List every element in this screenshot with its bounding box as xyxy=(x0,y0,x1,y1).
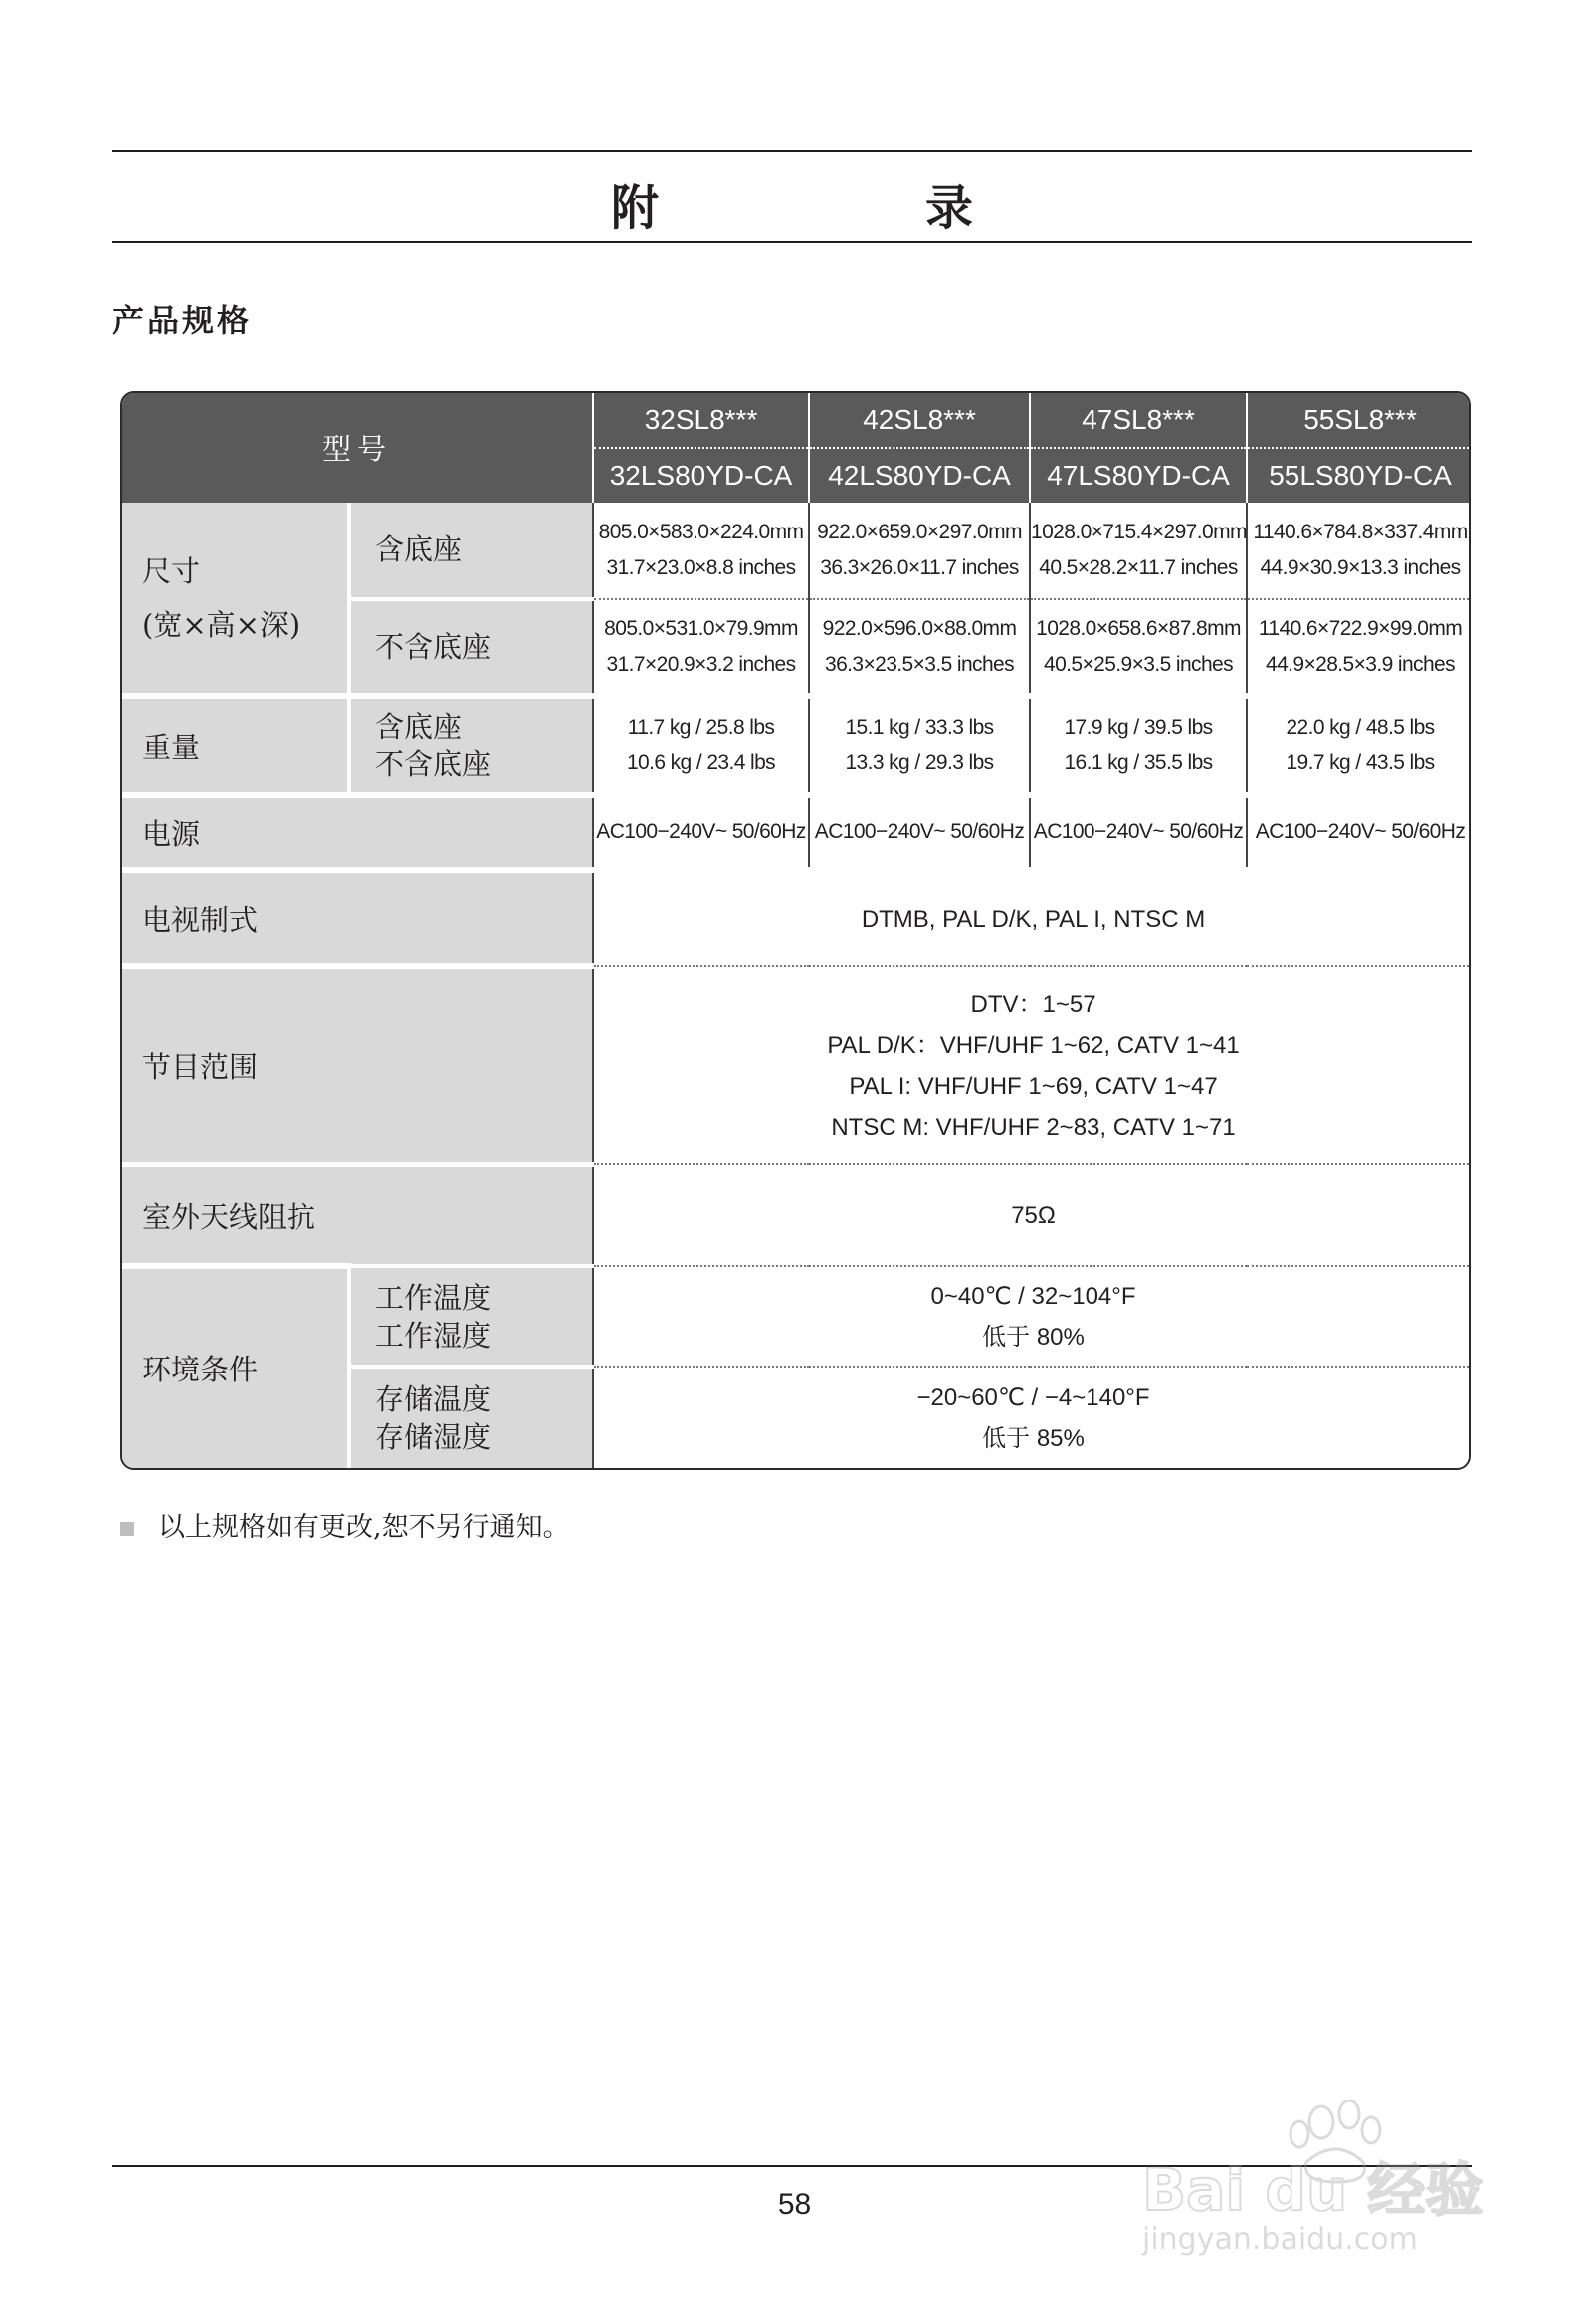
size-label-line1: 尺寸 xyxy=(142,553,201,588)
environment-label: 环境条件 xyxy=(122,1266,349,1468)
operating-conditions-value: 0~40℃ / 32~104°F 低于 80% xyxy=(593,1266,1471,1368)
table-cell: AC100−240V~ 50/60Hz xyxy=(1247,795,1471,870)
watermark-brand: Bai du 经验 xyxy=(1142,2156,1484,2223)
table-cell: 805.0×531.0×79.9mm 31.7×20.9×3.2 inches xyxy=(593,599,809,696)
size-label xyxy=(122,503,349,697)
table-cell: 805.0×583.0×224.0mm 31.7×23.0×8.8 inches xyxy=(593,503,809,599)
page-number: 58 xyxy=(777,2188,812,2220)
model-code-42: 42LS80YD-CA xyxy=(809,448,1030,503)
operating-conditions-label: 工作温度 工作湿度 xyxy=(349,1266,593,1368)
channel-range-value: DTV：1~57 PAL D/K：VHF/UHF 1~62, CATV 1~41 PAL I: VHF/UHF 1~69, CATV 1~47 NTSC M: VHF/UHF 2~83, CATV 1~71 xyxy=(593,966,1471,1164)
table-cell: 1140.6×784.8×337.4mm 44.9×30.9×13.3 inches xyxy=(1247,503,1471,599)
storage-conditions-value: −20~60℃ / −4~140°F 低于 85% xyxy=(593,1367,1471,1468)
table-cell: AC100−240V~ 50/60Hz xyxy=(809,795,1030,870)
page-title: 附 录 xyxy=(610,180,1083,236)
size-without-stand-label: 不含底座 xyxy=(349,599,593,696)
storage-conditions-label: 存储温度 存储湿度 xyxy=(349,1367,593,1468)
table-cell: AC100−240V~ 50/60Hz xyxy=(1030,795,1247,870)
weight-sub-label: 含底座 不含底座 xyxy=(349,696,593,794)
tv-system-value: DTMB, PAL D/K, PAL I, NTSC M xyxy=(593,870,1471,966)
size-label-line2: (宽×高×深) xyxy=(142,607,300,642)
footnote xyxy=(120,1505,570,1544)
table-cell: 11.7 kg / 25.8 lbs 10.6 kg / 23.4 lbs xyxy=(593,696,809,794)
table-cell: 1028.0×715.4×297.0mm 40.5×28.2×11.7 inches xyxy=(1030,503,1247,599)
channel-range-label: 节目范围 xyxy=(122,966,593,1164)
spec-table xyxy=(120,391,1471,1470)
header-model-label: 型号 xyxy=(122,393,593,503)
size-with-stand-label: 含底座 xyxy=(349,503,593,599)
table-cell: 15.1 kg / 33.3 lbs 13.3 kg / 29.3 lbs xyxy=(809,696,1030,794)
model-series-32: 32SL8*** xyxy=(593,393,809,448)
table-cell: 922.0×596.0×88.0mm 36.3×23.5×3.5 inches xyxy=(809,599,1030,696)
antenna-value: 75Ω xyxy=(593,1164,1471,1266)
antenna-label: 室外天线阻抗 xyxy=(122,1164,593,1266)
tv-system-label: 电视制式 xyxy=(122,870,593,966)
title-underline xyxy=(112,241,1472,243)
footnote-text: 以上规格如有更改,恕不另行通知。 xyxy=(158,1512,570,1543)
power-label: 电源 xyxy=(122,795,593,870)
table-cell: 922.0×659.0×297.0mm 36.3×26.0×11.7 inches xyxy=(809,503,1030,599)
watermark-logo xyxy=(1132,2100,1510,2259)
model-series-42: 42SL8*** xyxy=(809,393,1030,448)
model-code-55: 55LS80YD-CA xyxy=(1247,448,1471,503)
table-cell: 1028.0×658.6×87.8mm 40.5×25.9×3.5 inches xyxy=(1030,599,1247,696)
square-bullet-icon xyxy=(120,1522,134,1536)
model-series-55: 55SL8*** xyxy=(1247,393,1471,448)
model-code-47: 47LS80YD-CA xyxy=(1030,448,1247,503)
weight-label: 重量 xyxy=(122,696,349,794)
table-cell: 17.9 kg / 39.5 lbs 16.1 kg / 35.5 lbs xyxy=(1030,696,1247,794)
model-series-47: 47SL8*** xyxy=(1030,393,1247,448)
table-cell: 22.0 kg / 48.5 lbs 19.7 kg / 43.5 lbs xyxy=(1247,696,1471,794)
top-rule xyxy=(112,150,1472,152)
section-title: 产品规格 xyxy=(112,302,253,339)
table-cell: 1140.6×722.9×99.0mm 44.9×28.5×3.9 inches xyxy=(1247,599,1471,696)
watermark-url: jingyan.baidu.com xyxy=(1142,2222,1418,2257)
table-cell: AC100−240V~ 50/60Hz xyxy=(593,795,809,870)
model-code-32: 32LS80YD-CA xyxy=(593,448,809,503)
